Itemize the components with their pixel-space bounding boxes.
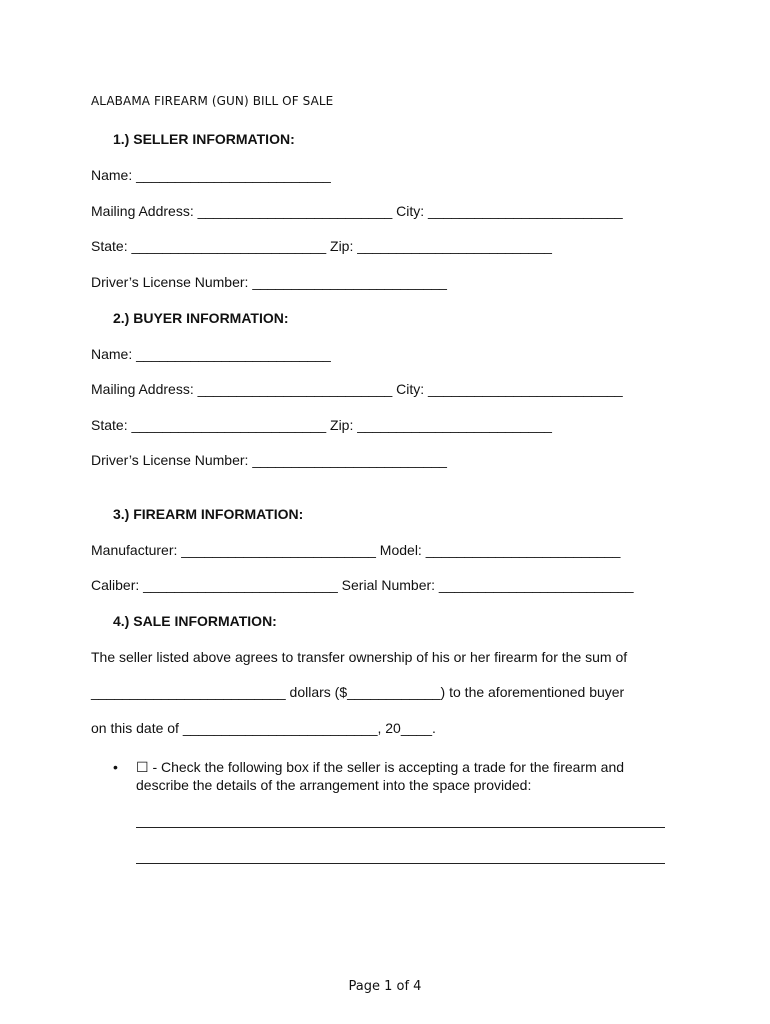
- seller-license-field[interactable]: Driver’s License Number: _________________________: [91, 274, 447, 290]
- buyer-license-field[interactable]: Driver’s License Number: _________________________: [91, 452, 447, 468]
- seller-address-field[interactable]: Mailing Address: _________________________ City: _________________________: [91, 203, 623, 219]
- buyer-address-field[interactable]: Mailing Address: _________________________ City: _________________________: [91, 381, 623, 397]
- firearm-manufacturer-field[interactable]: Manufacturer: _________________________ Model: _________________________: [91, 542, 621, 558]
- sale-date-field[interactable]: on this date of _________________________, 20____.: [91, 720, 436, 736]
- sale-amount-field[interactable]: _________________________ dollars ($____________) to the aforementioned buyer: [91, 684, 625, 700]
- firearm-heading: 3.) FIREARM INFORMATION:: [113, 506, 304, 522]
- trade-checkbox-text[interactable]: ☐ - Check the following box if the seller is accepting a trade for the firearm and describe the details of the arrangement into the space provided:: [136, 759, 625, 793]
- seller-state-field[interactable]: State: _________________________ Zip: _________________________: [91, 238, 552, 254]
- buyer-name-field[interactable]: Name: _________________________: [91, 346, 331, 362]
- sale-text-line-1: The seller listed above agrees to transfer ownership of his or her firearm for the sum of: [91, 649, 628, 665]
- firearm-caliber-field[interactable]: Caliber: _________________________ Serial Number: _________________________: [91, 577, 634, 593]
- bullet-icon: •: [113, 759, 118, 775]
- seller-name-field[interactable]: Name: _________________________: [91, 167, 331, 183]
- page-number: Page 1 of 4: [348, 979, 422, 994]
- trade-details-line-2[interactable]: [136, 863, 665, 864]
- document-title: ALABAMA FIREARM (GUN) BILL OF SALE: [91, 94, 334, 108]
- buyer-heading: 2.) BUYER INFORMATION:: [113, 310, 289, 326]
- trade-details-line-1[interactable]: [136, 827, 665, 828]
- buyer-state-field[interactable]: State: _________________________ Zip: _________________________: [91, 417, 552, 433]
- seller-heading: 1.) SELLER INFORMATION:: [113, 131, 295, 147]
- sale-heading: 4.) SALE INFORMATION:: [113, 613, 277, 629]
